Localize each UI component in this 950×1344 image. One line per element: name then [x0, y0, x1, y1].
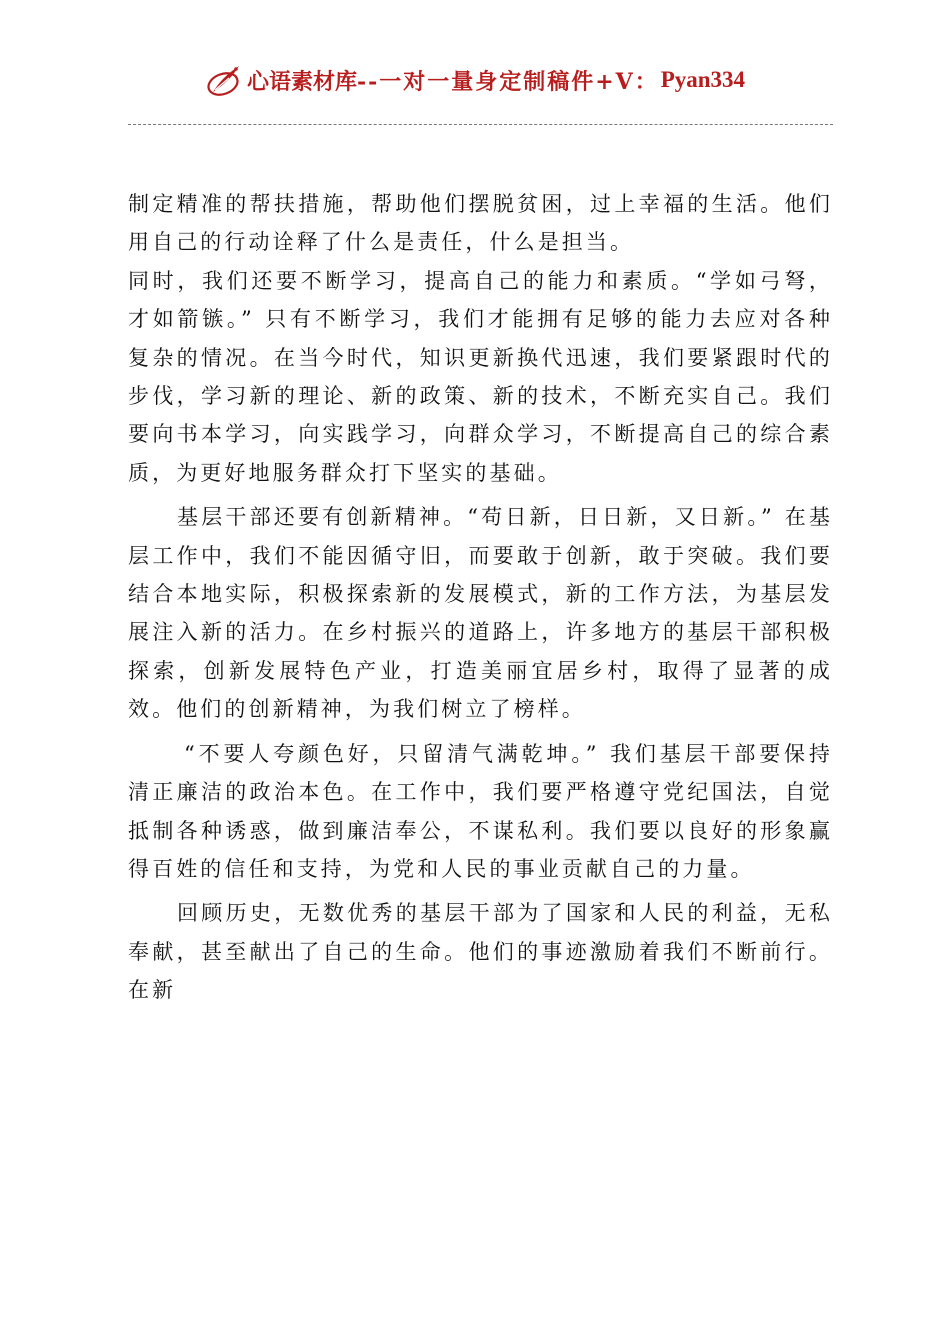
header-contact: Pyan334: [660, 67, 746, 92]
page-header: [0, 60, 950, 104]
paragraph-4: “不要人夸颜色好，只留清气满乾坤。” 我们基层干部要保持清正廉洁的政治本色。在工作中，我们要严格遵守党纪国法，自觉抵制各种诱惑，做到廉洁奉公，不谋私利。我们要以良好的形象赢得百姓的信任和支持，为党和人民的事业贡献自己的力量。: [128, 741, 833, 881]
paragraph-3: 基层干部还要有创新精神。“苟日新，日日新，又日新。” 在基层工作中，我们不能因循守旧，而要敢于创新，敢于突破。我们要结合本地实际，积极探索新的发展模式，新的工作方法，为基层发展注入新的活力。在乡村振兴的道路上，许多地方的基层干部积极探索，创新发展特色产业，打造美丽宜居乡村，取得了显著的成效。他们的创新精神，为我们树立了榜样。: [128, 505, 833, 722]
header-tagline: --一对一量身定制稿件+V：: [356, 68, 659, 95]
document-body: [128, 185, 833, 1018]
paragraph-5: 回顾历史，无数优秀的基层干部为了国家和人民的利益，无私奉献，甚至献出了自己的生命。他们的事迹激励着我们不断前行。在新: [128, 901, 833, 1003]
paragraph-1: 制定精准的帮扶措施，帮助他们摆脱贫困，过上幸福的生活。他们用自己的行动诠释了什么是责任，什么是担当。: [128, 192, 833, 255]
quill-logo-icon: [205, 60, 245, 100]
header-brand: 心语素材库: [246, 69, 357, 95]
header-banner: [205, 60, 745, 100]
paragraph-2: 同时，我们还要不断学习，提高自己的能力和素质。“学如弓弩，才如箭镞。” 只有不断学习，我们才能拥有足够的能力去应对各种复杂的情况。在当今时代，知识更新换代迅速，我们要紧跟时代的步伐，学习新的理论、新的政策、新的技术，不断充实自己。我们要向书本学习，向实践学习，向群众学习，不断提高自己的综合素质，为更好地服务群众打下坚实的基础。: [128, 268, 833, 485]
header-divider: [128, 124, 833, 125]
